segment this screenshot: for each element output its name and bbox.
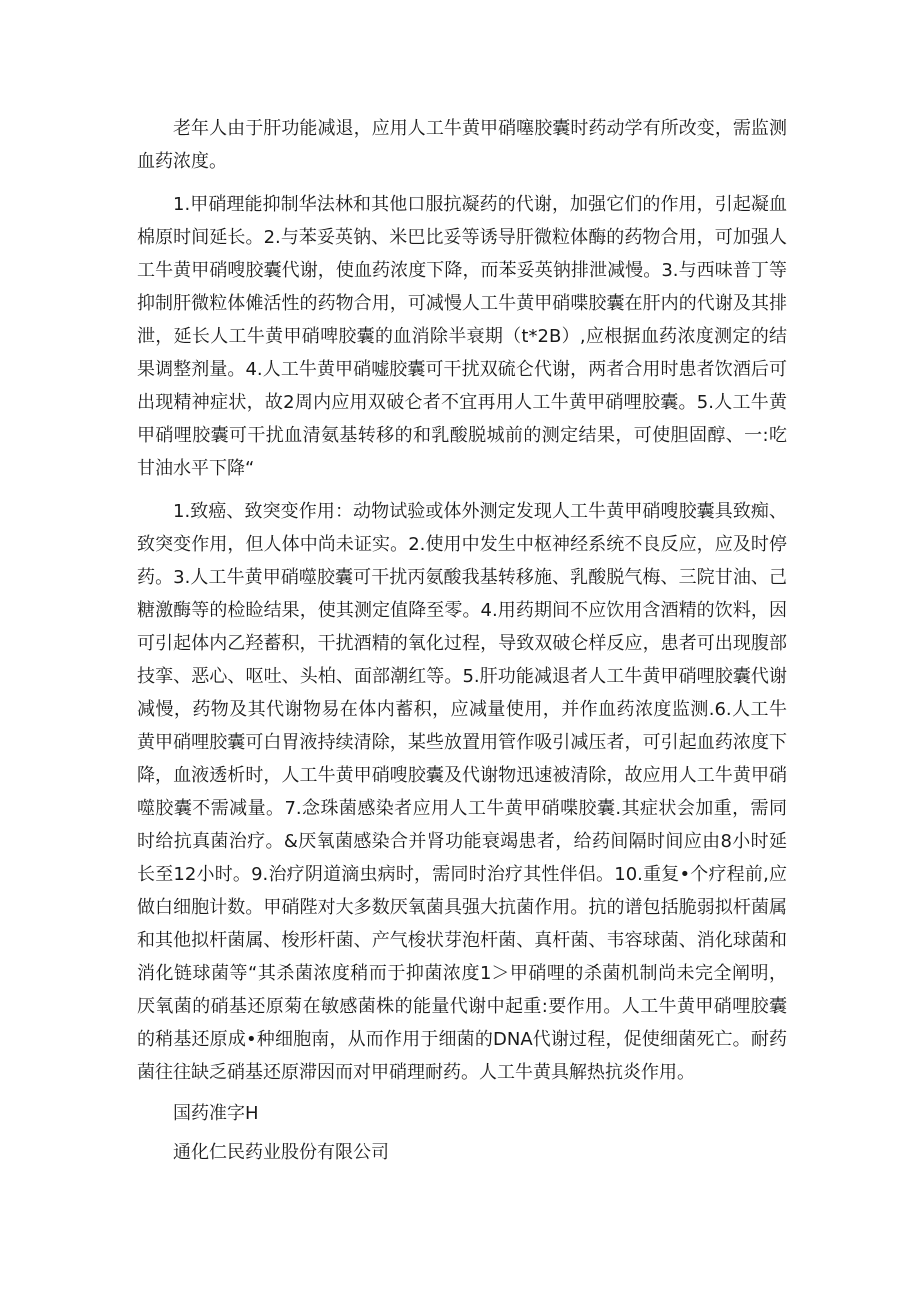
- paragraph-precautions: 1.致癌、致突变作用：动物试验或体外测定发现人工牛黄甲硝嗖胶囊具致痴、致突变作用，但人体中尚未证实。2.使用中发生中枢神经系统不良反应，应及时停药。3.人工牛黄甲硝噬胶囊可干扰丙氨酸我基转移施、乳酸脱气梅、三院甘油、己糖激酶等的检睑结果，使其测定值降至零。4.用药期间不应饮用含酒精的饮料，因可引起体内乙羟蓄积，干扰酒精的氧化过程，导致双破仑样反应，患者可出现腹部技挛、恶心、呕吐、头柏、面部潮红等。5.肝功能减退者人工牛黄甲硝哩胶囊代谢减慢，药物及其代谢物易在体内蓄积，应减量使用，并作血药浓度监测.6.人工牛黄甲硝哩胶囊可白胃液持续清除，某些放置用管作吸引减压者，可引起血药浓度下降，血液透析时，人工牛黄甲硝嗖胶囊及代谢物迅速被清除，故应用人工牛黄甲硝噬胶囊不需减量。7.念珠菌感染者应用人工牛黄甲硝喋胶囊.其症状会加重，需同时给抗真菌治疗。&厌氧菌感染合并肾功能衰竭患者，给药间隔时间应由8小时延长至12小时。9.治疗阴道滴虫病时，需同时治疗其性伴侣。10.重复•个疗程前,应做白细胞计数。甲硝陛对大多数厌氧菌具强大抗菌作用。抗的谱包括脆弱拟杆菌属和其他拟杆菌属、梭形杆菌、产气梭状芽泡杆菌、真杆菌、韦容球菌、消化球菌和消化链球菌等“其杀菌浓度稍而于抑菌浓度1＞甲硝哩的杀菌机制尚未完全阐明，厌氧菌的硝基还原菊在敏感菌株的能量代谢中起重:要作用。人工牛黄甲硝哩胶囊的稍基还原成•种细胞南，从而作用于细菌的DNA代谢过程，促使细菌死亡。耐药菌往往缺乏硝基还原滞因而对甲硝理耐药。人工牛黄具解热抗炎作用。: [137, 501, 787, 1083]
- paragraph-drug-interactions: 1.甲硝理能抑制华法林和其他口服抗凝药的代谢，加强它们的作用，引起凝血棉原时间延长。2.与苯妥英钠、米巴比妥等诱导肝微粒体酶的药物合用，可加强人工牛黄甲硝嗖胶囊代谢，使血药浓度下降，而苯妥英钠排泄减慢。3.与西味普丁等抑制肝微粒体傩活性的药物合用，可减慢人工牛黄甲硝喋胶囊在肝内的代谢及其排泄，延长人工牛黄甲硝啤胶囊的血消除半衰期（t*2B）,应根据血药浓度测定的结果调整剂量。4.人工牛黄甲硝嘘胶囊可干扰双硫仑代谢，两者合用时患者饮酒后可出现精神症状，故2周内应用双破仑者不宜再用人工牛黄甲硝哩胶囊。5.人工牛黄甲硝哩胶囊可干扰血清氨基转移的和乳酸脱城前的测定结果，可使胆固醇、一:吃甘油水平下降“: [137, 194, 787, 479]
- document-body: [137, 112, 787, 1169]
- paragraph-elderly-note: 老年人由于肝功能减退，应用人工牛黄甲硝噻胶囊时药动学有所改变，需监测血药浓度。: [137, 118, 787, 172]
- approval-number: 国药准字H: [173, 1103, 259, 1124]
- manufacturer-name: 通化仁民药业股份有限公司: [173, 1142, 389, 1163]
